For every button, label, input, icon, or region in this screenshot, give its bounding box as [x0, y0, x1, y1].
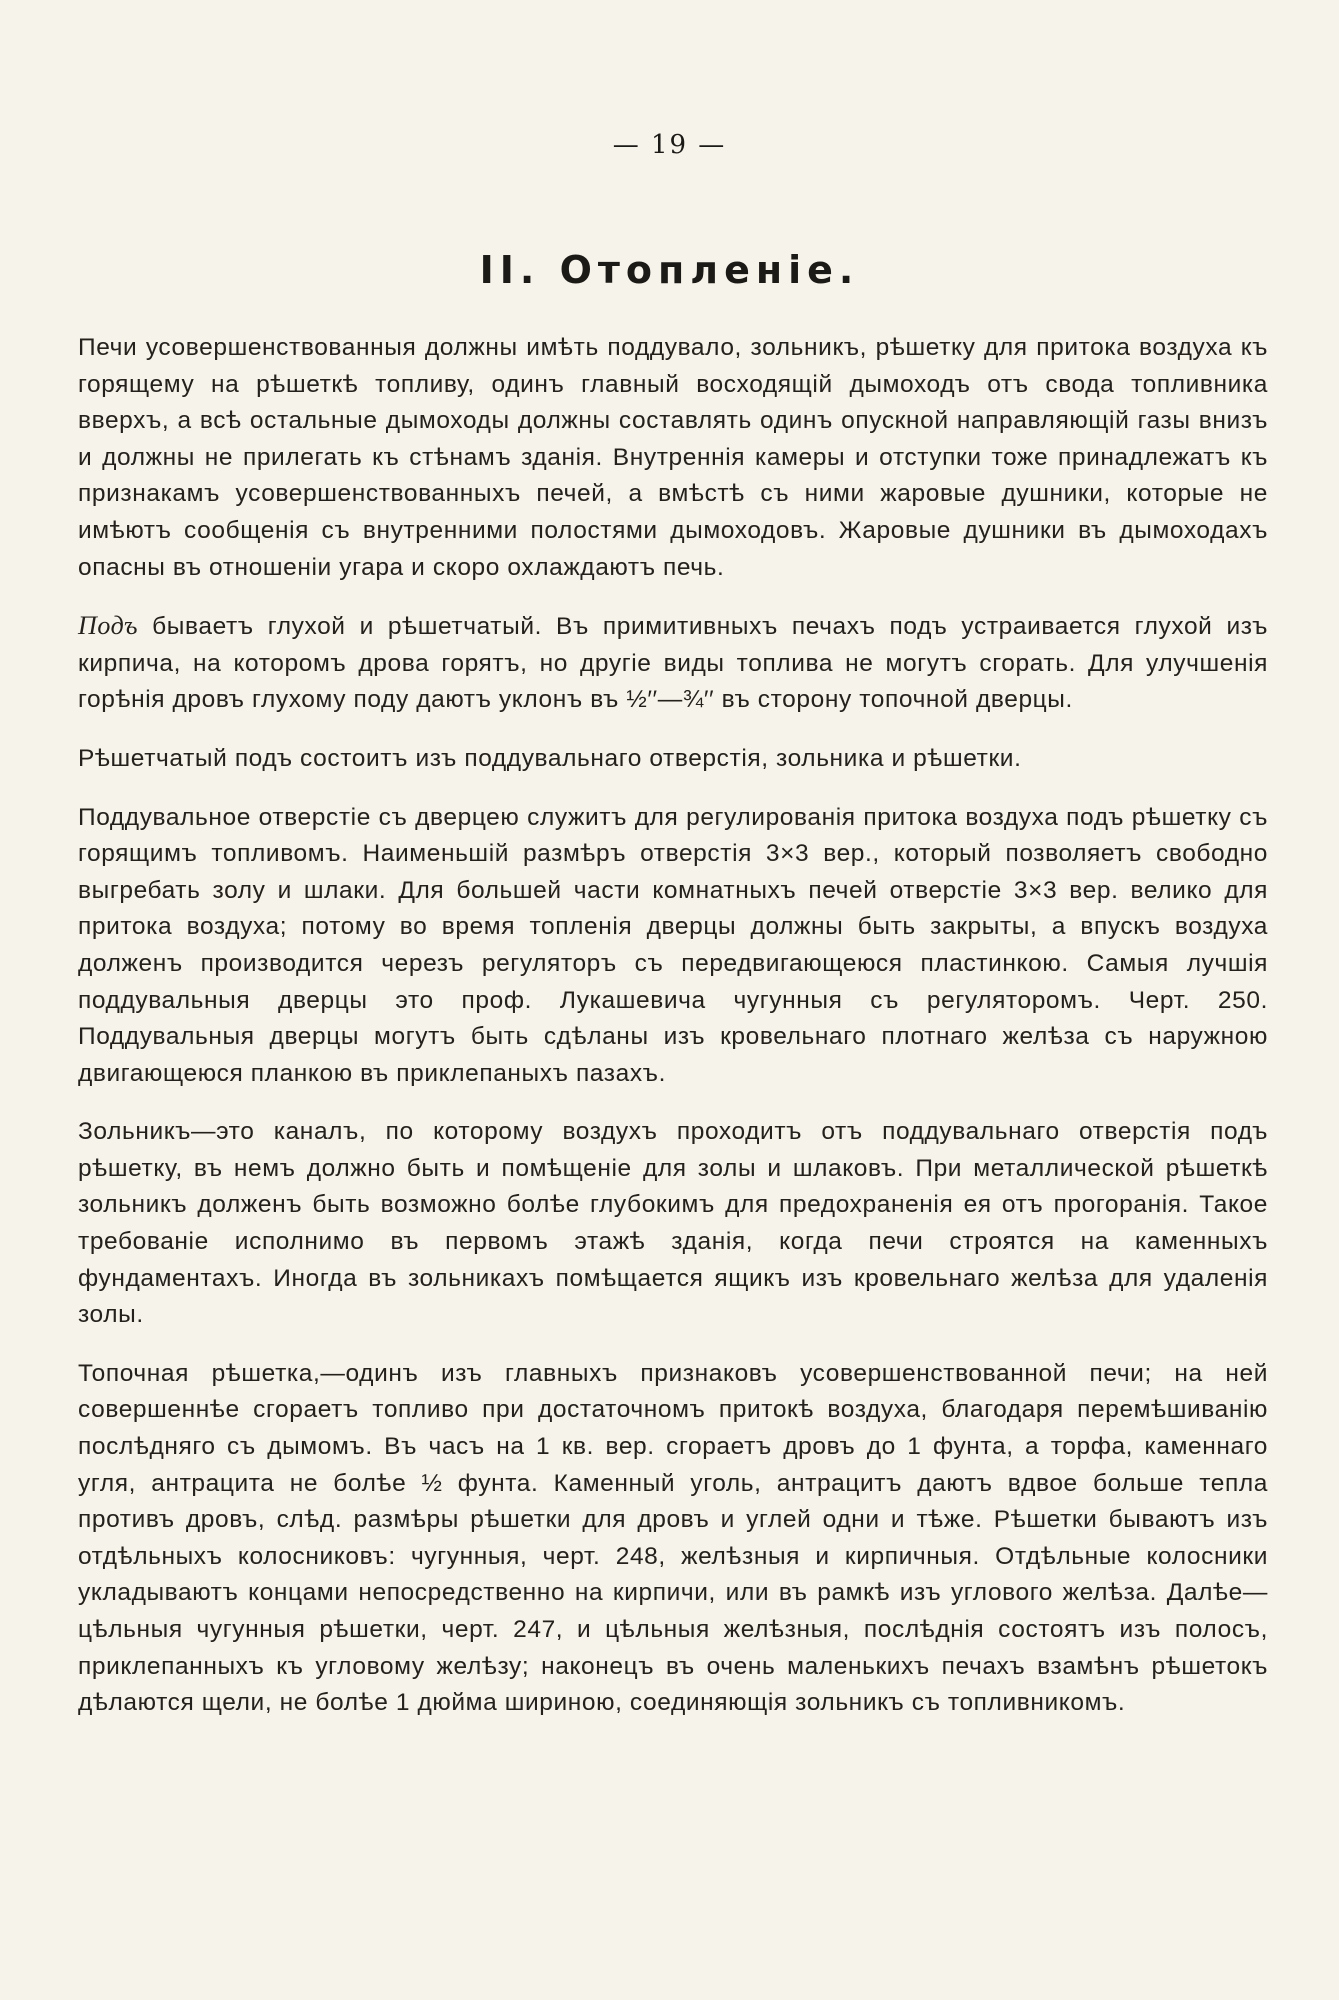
- paragraph: [78, 741, 1268, 778]
- paragraph-text: Рѣшетчатый подъ состоитъ изъ поддувальнаго отверстія, зольника и рѣшетки.: [78, 744, 1022, 772]
- paragraph-lead-term: Подъ: [78, 611, 139, 641]
- page-number: — 19 —: [612, 130, 727, 160]
- paragraph-text: бываетъ глухой и рѣшетчатый. Въ примитивныхъ печахъ подъ устраивается глухой изъ кирпича, на которомъ дрова горятъ, но другіе виды топлива не могутъ сгорать. Для улучшенія горѣнія дровъ глухому поду даютъ уклонъ въ ½′′—¾′′ въ сторону топочной дверцы.: [78, 613, 1268, 714]
- paragraph: [78, 1114, 1268, 1334]
- paragraph-text: Печи усовершенствованныя должны имѣть поддувало, зольникъ, рѣшетку для притока воздуха къ горящему на рѣшеткѣ топливу, одинъ главный восходящій дымоходъ отъ свода топливника вверхъ, а всѣ остальные дымоходы должны составлять одинъ опускной направляющій газы внизъ и должны не прилегать къ стѣнамъ зданія. Внутреннія камеры и отступки тоже принадлежатъ къ признакамъ усовершенствованныхъ печей, а вмѣстѣ съ ними жаровые душники, которые не имѣютъ сообщенія съ внутренними полостями дымоходовъ. Жаровые душники въ дымоходахъ опасны въ отношеніи угара и скоро охлаждаютъ печь.: [78, 334, 1268, 581]
- paragraph: [78, 608, 1268, 719]
- paragraph-text: Зольникъ—это каналъ, по которому воздухъ проходитъ отъ поддувальнаго отверстія подъ рѣшетку, въ немъ должно быть и помѣщеніе для золы и шлаковъ. При металлической рѣшеткѣ зольникъ долженъ быть возможно болѣе глубокимъ для предохраненія ея отъ прогоранія. Такое требованіе исполнимо въ первомъ этажѣ зданія, когда печи строятся на каменныхъ фундаментахъ. Иногда въ зольникахъ помѣщается ящикъ изъ кровельнаго желѣза для удаленія золы.: [78, 1118, 1268, 1329]
- paragraph: [78, 330, 1268, 586]
- body-text: [78, 330, 1268, 1744]
- paragraph: [78, 1356, 1268, 1722]
- section-title: II. Отопленіе.: [479, 248, 860, 292]
- paragraph-text: Поддувальное отверстіе съ дверцею служитъ для регулированія притока воздуха подъ рѣшетку съ горящимъ топливомъ. Наименьшій размѣръ отверстія 3×3 вер., который позволяетъ свободно выгребать золу и шлаки. Для большей части комнатныхъ печей отверстіе 3×3 вер. велико для притока воздуха; потому во время топленія дверцы должны быть закрыты, а впускъ воздуха долженъ производится черезъ регуляторъ съ передвигающеюся пластинкою. Самыя лучшія поддувальныя дверцы это проф. Лукашевича чугунныя съ регуляторомъ. Черт. 250. Поддувальныя дверцы могутъ быть сдѣланы изъ кровельнаго плотнаго желѣза съ наружною двигающеюся планкою въ приклепаныхъ пазахъ.: [78, 803, 1268, 1087]
- paragraph: [78, 800, 1268, 1093]
- paragraph-text: Топочная рѣшетка,—одинъ изъ главныхъ признаковъ усовершенствованной печи; на ней совершеннѣе сгораетъ топливо при достаточномъ притокѣ воздуха, благодаря перемѣшиванію послѣдняго съ дымомъ. Въ часъ на 1 кв. вер. сгораетъ дровъ до 1 фунта, а торфа, каменнаго угля, антрацита не болѣе ½ фунта. Каменный уголь, антрацитъ даютъ вдвое больше тепла противъ дровъ, слѣд. размѣры рѣшетки для дровъ и углей одни и тѣже. Рѣшетки бываютъ изъ отдѣльныхъ колосниковъ: чугунныя, черт. 248, желѣзныя и кирпичныя. Отдѣльные колосники укладываютъ концами непосредственно на кирпичи, или въ рамкѣ изъ углового желѣза. Далѣе—цѣльныя чугунныя рѣшетки, черт. 247, и цѣльныя желѣзныя, послѣднія состоятъ изъ полосъ, приклепанныхъ къ угловому желѣзу; наконецъ въ очень маленькихъ печахъ взамѣнъ рѣшетокъ дѣлаются щели, не болѣе 1 дюйма шириною, соединяющія зольникъ съ топливникомъ.: [78, 1359, 1268, 1717]
